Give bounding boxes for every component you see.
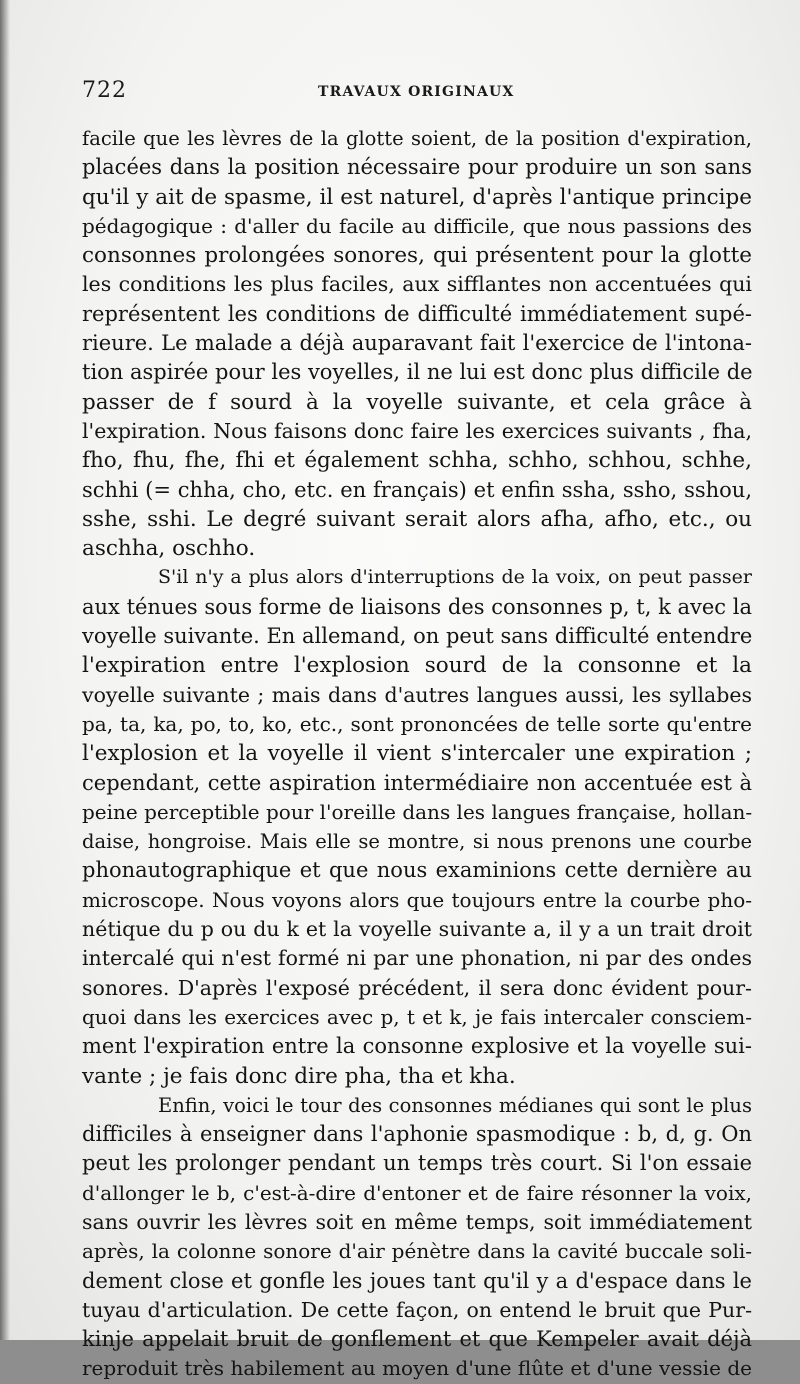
text-line: pédagogique : d'aller du facile au difficile, que nous passions des — [82, 213, 752, 238]
text-line: après, la colonne sonore d'air pénètre dans la cavité buccale soli- — [82, 1239, 752, 1264]
page-header — [82, 78, 752, 108]
text-line: tion aspirée pour les voyelles, il ne lui est donc plus difficile de — [82, 360, 753, 385]
text-line: pa, ta, ka, po, to, ko, etc., sont prononcées de telle sorte qu'entre — [82, 711, 752, 736]
body-text — [82, 124, 752, 1384]
text-line: fho, fhu, fhe, fhi et également schha, schho, schhou, schhe, — [82, 448, 752, 474]
text-line: qu'il y ait de spasme, il est naturel, d'après l'antique principe — [82, 184, 752, 210]
text-line: sshe, sshi. Le degré suivant serait alors afha, afho, etc., ou — [82, 506, 752, 532]
text-line: peine perceptible pour l'oreille dans les langues française, hollan- — [82, 799, 753, 824]
text-line: nétique du p ou du k et la voyelle suivante a, il y a un trait droit — [82, 917, 752, 942]
text-line: sans ouvrir les lèvres soit en même temps, soit immédiatement — [82, 1209, 752, 1234]
text-line: consonnes prolongées sonores, qui présentent pour la glotte — [82, 243, 752, 269]
text-line: l'expiration. Nous faisons donc faire les exercices suivants , fha, — [82, 418, 752, 443]
text-line: rieure. Le malade a déjà auparavant fait l'exercice de l'intona- — [82, 331, 752, 356]
text-line: sonores. D'après l'exposé précédent, il sera donc évident pour- — [82, 975, 752, 1000]
text-line: voyelle suivante ; mais dans d'autres langues aussi, les syllabes — [82, 682, 752, 707]
text-line: peut les prolonger pendant un temps très court. Si l'on essaie — [82, 1151, 752, 1176]
text-line: Enfin, voici le tour des consonnes médianes qui sont le plus — [158, 1093, 752, 1117]
text-line: facile que les lèvres de la glotte soient, de la position d'expiration, — [82, 127, 752, 150]
text-line: placées dans la position nécessaire pour produire un son sans — [82, 155, 752, 180]
page-number: 722 — [82, 78, 127, 103]
text-line: ment l'expiration entre la consonne explosive et la voyelle sui- — [82, 1034, 752, 1059]
paragraph-1 — [82, 124, 752, 563]
running-head: TRAVAUX ORIGINAUX — [318, 84, 515, 100]
text-line: représentent les conditions de difficulté immédiatement supé- — [82, 301, 752, 326]
text-line: schhi (= chha, cho, etc. en français) et enfin ssha, ssho, sshou, — [82, 477, 752, 502]
text-line: les conditions les plus faciles, aux sifflantes non accentuées qui — [82, 272, 752, 297]
text-line: kinje appelait bruit de gonflement et que Kempeler avait déjà — [82, 1327, 752, 1352]
text-line: voyelle suivante. En allemand, on peut sans difficulté entendre — [82, 624, 753, 649]
text-line: passer de f sourd à la voyelle suivante, et cela grâce à — [82, 389, 752, 415]
text-line: aschha, oschho. — [82, 536, 256, 562]
text-line: difficiles à enseigner dans l'aphonie spasmodique : b, d, g. On — [82, 1122, 752, 1147]
text-line: intercalé qui n'est formé ni par une phonation, ni par des ondes — [82, 946, 752, 971]
paragraph-2 — [82, 563, 752, 1090]
text-line: aux ténues sous forme de liaisons des consonnes p, t, k avec la — [82, 594, 752, 619]
text-line: l'expiration entre l'explosion sourd de la consonne et la — [82, 653, 752, 679]
page-edge-shadow — [0, 0, 10, 1340]
text-line: microscope. Nous voyons alors que toujours entre la courbe pho- — [82, 887, 752, 912]
paragraph-3 — [82, 1091, 752, 1384]
text-line: cependant, cette aspiration intermédiaire non accentuée est à — [82, 770, 752, 795]
text-line: tuyau d'articulation. De cette façon, on entend le bruit que Pur- — [82, 1297, 752, 1322]
text-line: l'explosion et la voyelle il vient s'intercaler une expiration ; — [82, 741, 752, 767]
text-line: daise, hongroise. Mais elle se montre, si nous prenons une courbe — [82, 830, 752, 854]
text-line: quoi dans les exercices avec p, t et k, je fais intercaler consciem- — [82, 1004, 752, 1029]
text-line: phonautographique et que nous examinions cette dernière au — [82, 858, 752, 883]
text-line: S'il n'y a plus alors d'interruptions de la voix, on peut passer — [158, 566, 752, 589]
text-line: d'allonger le b, c'est-à-dire d'entoner et de faire résonner la voix, — [82, 1180, 752, 1205]
text-line: dement close et gonfle les joues tant qu'il y a d'espace dans le — [82, 1268, 752, 1293]
text-line: reproduit très habilement au moyen d'une flûte et d'une vessie de — [82, 1356, 752, 1381]
text-line: vante ; je fais donc dire pha, tha et kha. — [82, 1063, 516, 1089]
